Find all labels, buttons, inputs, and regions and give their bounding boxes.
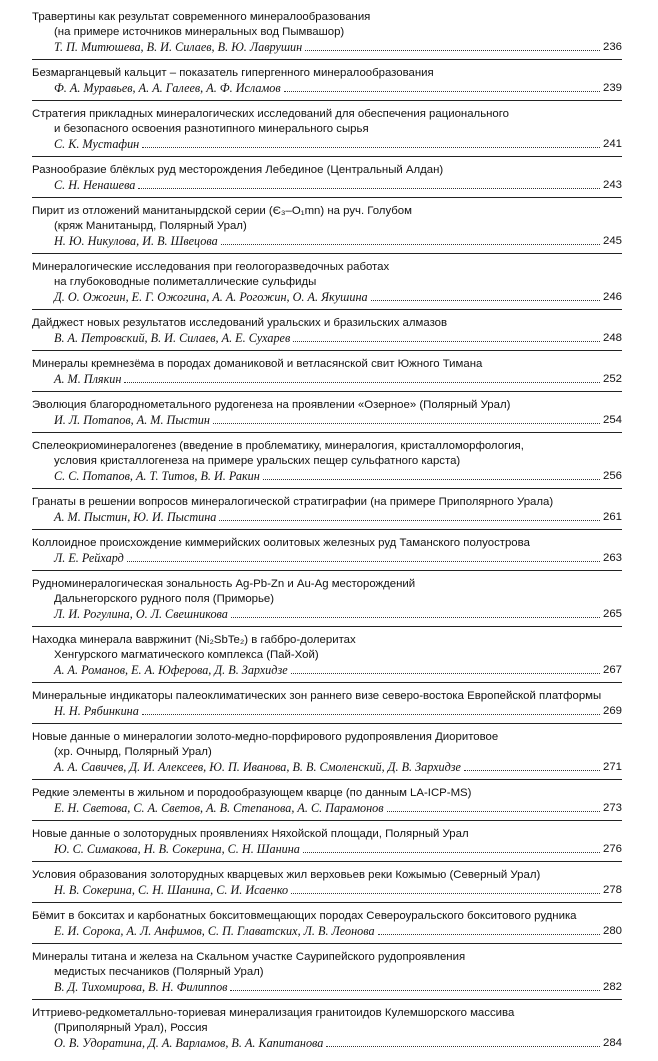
dot-leader [305, 50, 600, 51]
entry-title-line: (на примере источников минеральных вод Пымвашор) [54, 26, 345, 38]
entry-page-number[interactable]: 271 [602, 761, 622, 773]
entry-authors-row [32, 704, 622, 719]
entry-authors-row [32, 290, 622, 305]
entry-authors-row [32, 607, 622, 622]
entry-authors-row [32, 40, 622, 55]
toc-entry[interactable] [32, 633, 622, 683]
toc-entry[interactable] [32, 316, 622, 351]
entry-page-number[interactable]: 276 [602, 843, 622, 855]
entry-authors: С. С. Потапов, А. Т. Титов, В. И. Ракин [54, 469, 260, 483]
entry-title-line: Коллоидное происхождение киммерийских оолитовых железных руд Таманского полуострова [32, 537, 530, 549]
toc-entry[interactable] [32, 1006, 622, 1055]
entry-authors-row [32, 331, 622, 346]
entry-authors-row [32, 760, 622, 775]
entry-title-line: Минералогические исследования при геологоразведочных работах [32, 261, 390, 273]
entry-title-line: Минеральные индикаторы палеоклиматических зон раннего визе северо-востока Европейской платформы [32, 690, 602, 702]
entry-authors-row [32, 980, 622, 995]
entry-page-number[interactable]: 256 [602, 470, 622, 482]
toc-entry[interactable] [32, 10, 622, 60]
dot-leader [124, 382, 600, 383]
entry-authors: А. А. Романов, Е. А. Юферова, Д. В. Зархидзе [54, 663, 288, 677]
entry-page-number[interactable]: 269 [602, 705, 622, 717]
entry-title [32, 107, 622, 137]
entry-title-line: условия кристаллогенеза на примере уральских пещер сульфатного карста) [54, 455, 461, 467]
entry-title-line: Находка минерала вавржинит (Ni₂SbTe₂) в габбро-долеритах [32, 634, 356, 646]
toc-entry[interactable] [32, 577, 622, 627]
dot-leader [213, 423, 600, 424]
entry-authors: Н. В. Сокерина, С. Н. Шанина, С. И. Исаенко [54, 883, 289, 897]
entry-title-line: Травертины как результат современного минералообразования [32, 11, 371, 23]
entry-authors: Л. И. Рогулина, О. Л. Свешникова [54, 607, 228, 621]
entry-authors: Ф. А. Муравьев, А. А. Галеев, А. Ф. Исламов [54, 81, 281, 95]
toc-entry[interactable] [32, 439, 622, 489]
entry-authors-row [32, 842, 622, 857]
entry-authors-row [32, 469, 622, 484]
toc-entry[interactable] [32, 536, 622, 571]
entry-page-number[interactable]: 282 [602, 981, 622, 993]
entry-title [32, 730, 622, 760]
entry-authors: Е. И. Сорока, А. Л. Анфимов, С. П. Главатских, Л. В. Леонова [54, 924, 375, 938]
entry-title-line: (хр. Очнырд, Полярный Урал) [54, 746, 212, 758]
entry-title-line: Стратегия прикладных минералогических исследований для обеспечения рационального [32, 108, 509, 120]
dot-leader [387, 811, 600, 812]
entry-authors-row [32, 413, 622, 428]
entry-authors: С. К. Мустафин [54, 137, 140, 151]
entry-title-line: и безопасного освоения разнотипного минерального сырья [54, 123, 369, 135]
entry-authors: Л. Е. Рейхард [54, 551, 124, 565]
entry-title [32, 398, 622, 413]
entry-authors-row [32, 137, 622, 152]
entry-authors-row [32, 1036, 622, 1051]
entry-title [32, 357, 622, 372]
dot-leader [127, 561, 600, 562]
dot-leader [142, 714, 600, 715]
entry-authors-row [32, 178, 622, 193]
dot-leader [230, 990, 600, 991]
entry-title-line: Спелеокриоминералогенез (введение в проблематику, минералогия, кристалломорфология, [32, 440, 524, 452]
dot-leader [219, 520, 600, 521]
dot-leader [464, 770, 600, 771]
entry-title-line: Хенгурского магматического комплекса (Пай-Хой) [54, 649, 319, 661]
entry-authors-row [32, 372, 622, 387]
entry-authors: Н. Ю. Никулова, И. В. Швецова [54, 234, 218, 248]
entry-title-line: Условия образования золоторудных кварцевых жил верховьев реки Кожымью (Северный Урал) [32, 869, 541, 881]
entry-title-line: Минералы титана и железа на Скальном участке Саурипейского рудопроявления [32, 951, 466, 963]
toc-entry[interactable] [32, 868, 622, 903]
entry-authors-row [32, 883, 622, 898]
entry-title [32, 909, 622, 924]
entry-title [32, 689, 622, 704]
entry-title-line: Бёмит в бокситах и карбонатных бокситовмещающих породах Североуральского бокситового рудника [32, 910, 577, 922]
entry-page-number[interactable]: 239 [602, 82, 622, 94]
entry-authors: В. Д. Тихомирова, В. Н. Филиппов [54, 980, 228, 994]
entry-title [32, 633, 622, 663]
toc-entry[interactable] [32, 909, 622, 944]
dot-leader [284, 91, 600, 92]
dot-leader [142, 147, 600, 148]
entry-page-number[interactable]: 278 [602, 884, 622, 896]
entry-page-number[interactable]: 273 [602, 802, 622, 814]
toc-entry[interactable] [32, 730, 622, 780]
dot-leader [326, 1046, 600, 1047]
toc-entry[interactable] [32, 786, 622, 821]
entry-title [32, 950, 622, 980]
entry-page-number[interactable]: 263 [602, 552, 622, 564]
entry-title-line: медистых песчаников (Полярный Урал) [54, 966, 264, 978]
entry-title-line: Новые данные о минералогии золото-медно-порфирового рудопроявления Диоритовое [32, 731, 499, 743]
entry-title [32, 1006, 622, 1036]
entry-title-line: (Приполярный Урал), Россия [54, 1022, 208, 1034]
dot-leader [293, 341, 600, 342]
entry-authors: А. М. Пыстин, Ю. И. Пыстина [54, 510, 217, 524]
entry-page-number[interactable]: 248 [602, 332, 622, 344]
entry-title-line: Новые данные о золоторудных проявлениях Няхойской площади, Полярный Урал [32, 828, 469, 840]
entry-authors-row [32, 510, 622, 525]
entry-authors: Е. Н. Светова, С. А. Светов, А. В. Степанова, А. С. Парамонов [54, 801, 384, 815]
entry-title-line: Иттриево-редкометалльно-ториевая минерализация гранитоидов Кулемшорского массива [32, 1007, 515, 1019]
entry-page-number[interactable]: 246 [602, 291, 622, 303]
entry-authors: С. Н. Ненашева [54, 178, 136, 192]
entry-page-number[interactable]: 245 [602, 235, 622, 247]
entry-title [32, 316, 622, 331]
entry-title [32, 577, 622, 607]
entry-page-number[interactable]: 261 [602, 511, 622, 523]
entry-authors: В. А. Петровский, В. И. Силаев, А. Е. Сухарев [54, 331, 291, 345]
toc-entry[interactable] [32, 163, 622, 198]
entry-title-line: Пирит из отложений манитанырдской серии (Є₃–О₁mn) на руч. Голубом [32, 205, 412, 217]
entry-title [32, 495, 622, 510]
dot-leader [263, 479, 600, 480]
toc-entry[interactable] [32, 827, 622, 862]
dot-leader [221, 244, 600, 245]
entry-authors: Ю. С. Симакова, Н. В. Сокерина, С. Н. Шанина [54, 842, 300, 856]
entry-title [32, 868, 622, 883]
entry-title-line: Рудноминералогическая зональность Ag-Pb-Zn и Au-Ag месторождений [32, 578, 416, 590]
dot-leader [378, 934, 600, 935]
entry-page-number[interactable]: 284 [602, 1037, 622, 1049]
toc-entry[interactable] [32, 357, 622, 392]
entry-page-number[interactable]: 280 [602, 925, 622, 937]
entry-authors: А. А. Савичев, Д. И. Алексеев, Ю. П. Иванова, В. В. Смоленский, Д. В. Зархидзе [54, 760, 461, 774]
entry-title-line: Дайджест новых результатов исследований уральских и бразильских алмазов [32, 317, 448, 329]
entry-title-line: Редкие элементы в жильном и породообразующем кварце (по данным LA-ICP-MS) [32, 787, 472, 799]
dot-leader [371, 300, 600, 301]
entry-title-line: Безмарганцевый кальцит – показатель гипергенного минералообразования [32, 67, 434, 79]
entry-title-line: (кряж Манитанырд, Полярный Урал) [54, 220, 247, 232]
entry-authors: И. Л. Потапов, А. М. Пыстин [54, 413, 210, 427]
entry-title-line: Гранаты в решении вопросов минералогической стратиграфии (на примере Приполярного Урала) [32, 496, 554, 508]
toc-entry[interactable] [32, 495, 622, 530]
toc-entry[interactable] [32, 204, 622, 254]
entry-page-number[interactable]: 267 [602, 664, 622, 676]
toc-entry[interactable] [32, 107, 622, 157]
toc-entry[interactable] [32, 689, 622, 724]
entry-title [32, 536, 622, 551]
entry-title-line: Минералы кремнезёма в породах доманиковой и ветласянской свит Южного Тимана [32, 358, 483, 370]
entry-authors-row [32, 551, 622, 566]
entry-page-number[interactable]: 265 [602, 608, 622, 620]
entry-page-number[interactable]: 243 [602, 179, 622, 191]
entry-title [32, 439, 622, 469]
toc-entry[interactable] [32, 950, 622, 1000]
entry-title [32, 786, 622, 801]
entry-authors: О. В. Удоратина, Д. А. Варламов, В. А. Капитанова [54, 1036, 324, 1050]
entry-title [32, 163, 622, 178]
entry-authors-row [32, 801, 622, 816]
entry-page-number[interactable]: 236 [602, 41, 622, 53]
entry-page-number[interactable]: 252 [602, 373, 622, 385]
dot-leader [303, 852, 600, 853]
entry-authors-row [32, 924, 622, 939]
entry-page-number[interactable]: 241 [602, 138, 622, 150]
dot-leader [291, 673, 600, 674]
dot-leader [138, 188, 600, 189]
entry-title-line: Эволюция благороднометального рудогенеза на проявлении «Озерное» (Полярный Урал) [32, 399, 511, 411]
dot-leader [231, 617, 600, 618]
toc-entry[interactable] [32, 66, 622, 101]
table-of-contents [32, 10, 622, 1061]
entry-title [32, 260, 622, 290]
entry-title [32, 66, 622, 81]
toc-entry[interactable] [32, 398, 622, 433]
entry-title-line: Разнообразие блёклых руд месторождения Лебединое (Центральный Алдан) [32, 164, 444, 176]
dot-leader [291, 893, 600, 894]
entry-title [32, 827, 622, 842]
entry-authors-row [32, 663, 622, 678]
entry-authors-row [32, 234, 622, 249]
entry-authors-row [32, 81, 622, 96]
entry-authors: А. М. Плякин [54, 372, 122, 386]
entry-title [32, 204, 622, 234]
entry-title [32, 10, 622, 40]
entry-authors: Н. Н. Рябинкина [54, 704, 139, 718]
toc-entry[interactable] [32, 260, 622, 310]
entry-title-line: на глубоководные полиметаллические сульфиды [54, 276, 317, 288]
entry-title-line: Дальнегорского рудного поля (Приморье) [54, 593, 275, 605]
entry-authors: Д. О. Ожогин, Е. Г. Ожогина, А. А. Рогожин, О. А. Якушина [54, 290, 368, 304]
entry-page-number[interactable]: 254 [602, 414, 622, 426]
entry-authors: Т. П. Митюшева, В. И. Силаев, В. Ю. Лаврушин [54, 40, 303, 54]
